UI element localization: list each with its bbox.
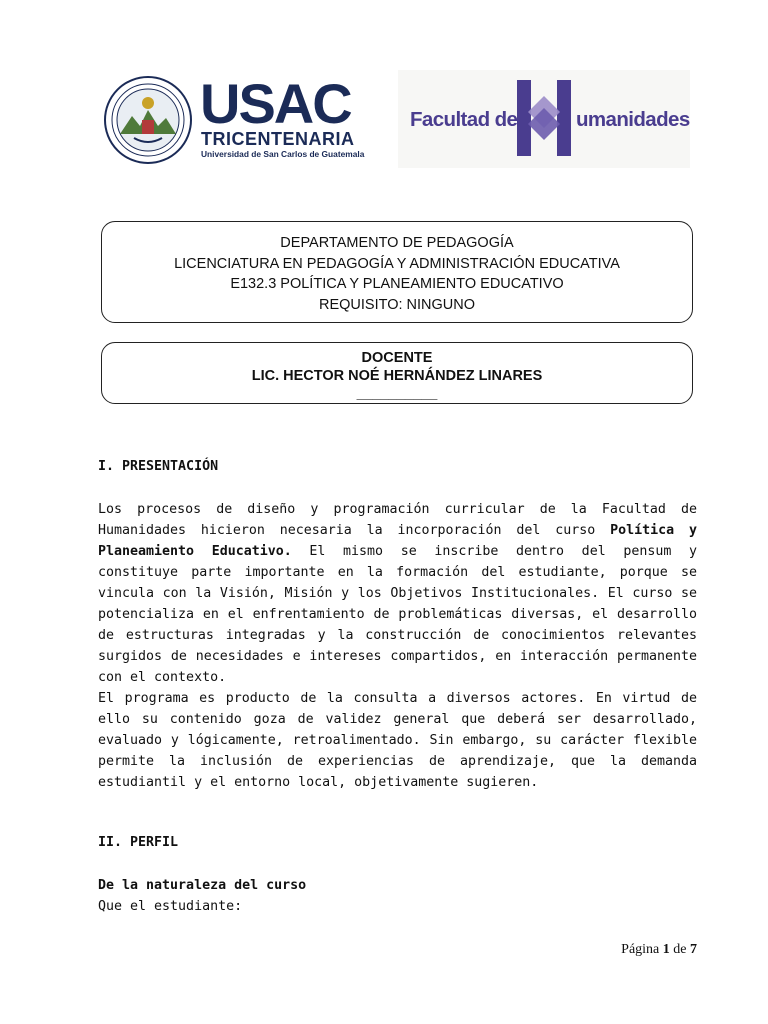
section-heading-presentacion: I. PRESENTACIÓN xyxy=(98,459,219,474)
teacher-label: DOCENTE xyxy=(361,350,433,366)
presentacion-paragraph-2: El programa es producto de la consulta a diversos actores. En virtud de ello su contenido goza de validez general que deberá ser desarrollado, evaluado y lógicamente, retroalimentado. Sin embargo, su carácter flexible permite la inclusión de experiencias de aprendizaje, que la demanda estudiantil y el entorno local, objetivamente sugieren. xyxy=(98,691,697,790)
page-number-footer xyxy=(560,942,697,958)
presentacion-text xyxy=(98,499,697,793)
presentacion-p1-start: Los procesos de diseño y programación curricular de la Facultad de Humanidades hicieron necesaria la incorporación del curso xyxy=(98,502,697,538)
total-pages-number: 7 xyxy=(690,942,697,957)
teacher-underline: __________ xyxy=(356,386,438,402)
faculty-logo-suffix: umanidades xyxy=(576,108,690,131)
degree-line: LICENCIATURA EN PEDAGOGÍA Y ADMINISTRACIÓN EDUCATIVA xyxy=(174,255,620,272)
requirement-line: REQUISITO: NINGUNO xyxy=(318,296,476,313)
university-seal-icon xyxy=(104,76,192,164)
usac-logo xyxy=(104,74,376,164)
faculty-h-icon xyxy=(514,78,574,158)
usac-title: USAC xyxy=(200,72,351,135)
perfil-subheading: De la naturaleza del curso xyxy=(98,878,307,893)
page-of-label: de xyxy=(673,942,687,957)
page-label: Página xyxy=(621,942,660,957)
section-heading-perfil: II. PERFIL xyxy=(98,835,179,850)
department-line: DEPARTAMENTO DE PEDAGOGÍA xyxy=(280,235,514,251)
presentacion-p1-end: El mismo se inscribe dentro del pensum y constituye parte importante en la formación del estudiante, porque se vincula con la Visión, Misión y los Objetivos Institucionales. El curso se potencializa en el enfrentamiento de problemáticas diversas, el desarrollo de estructuras integradas y la construcción de conocimientos relevantes surgidos de necesidades e intereses compartidos, en interacción permanente con el contexto. xyxy=(98,544,698,685)
faculty-logo xyxy=(398,70,690,168)
current-page-number: 1 xyxy=(662,942,670,957)
teacher-name: LIC. HECTOR NOÉ HERNÁNDEZ LINARES xyxy=(251,368,543,384)
perfil-line: Que el estudiante: xyxy=(98,899,243,914)
usac-university-name: Universidad de San Carlos de Guatemala xyxy=(201,149,365,159)
teacher-box xyxy=(101,342,693,404)
course-name-bold: Política y Planeamiento Educativo. xyxy=(98,523,697,559)
course-code-line: E132.3 POLÍTICA Y PLANEAMIENTO EDUCATIVO xyxy=(230,276,564,292)
presentacion-paragraph-1 xyxy=(98,499,697,688)
faculty-logo-prefix: Facultad de xyxy=(410,108,518,131)
usac-subtitle: TRICENTENARIA xyxy=(201,129,355,149)
course-info-box xyxy=(101,221,693,323)
